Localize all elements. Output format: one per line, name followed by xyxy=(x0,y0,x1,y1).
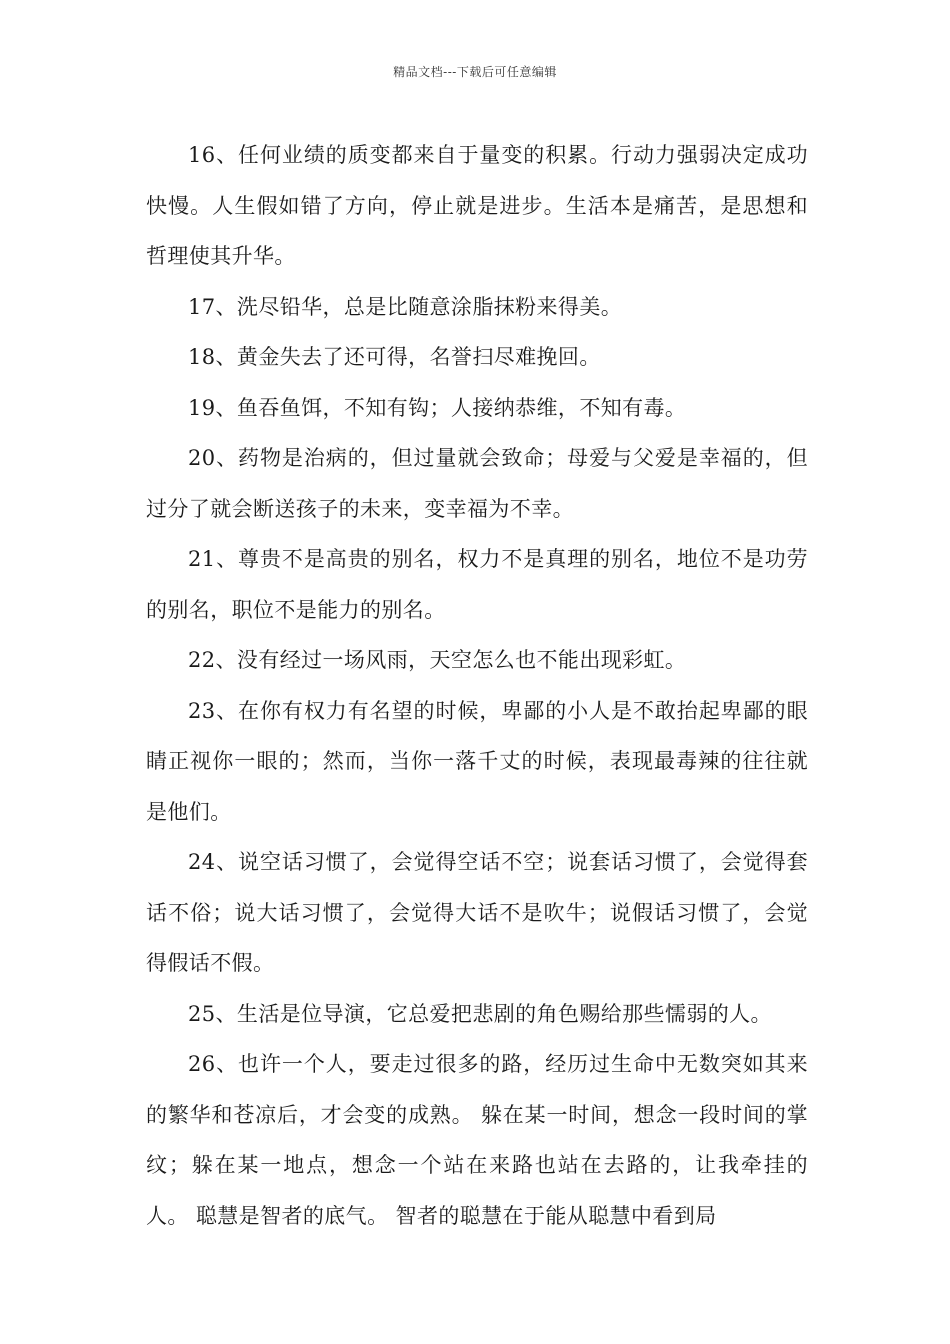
paragraph-17: 17、洗尽铅华，总是比随意涂脂抹粉来得美。 xyxy=(188,294,623,319)
paragraph-22: 22、没有经过一场风雨，天空怎么也不能出现彩虹。 xyxy=(188,648,687,672)
paragraph-21: 21、尊贵不是高贵的别名，权力不是真理的别名，地位不是功劳的别名，职位不是能力的别名。 xyxy=(146,547,808,622)
paragraph-18: 18、黄金失去了还可得，名誉扫尽难挽回。 xyxy=(188,345,601,369)
document-body xyxy=(146,130,808,1241)
paragraph-24: 24、说空话习惯了，会觉得空话不空；说套话习惯了，会觉得套话不俗；说大话习惯了，会觉得大话不是吹牛；说假话习惯了，会觉得假话不假。 xyxy=(146,850,808,975)
paragraph-20: 20、药物是治病的，但过量就会致命；母爱与父爱是幸福的，但过分了就会断送孩子的未来，变幸福为不幸。 xyxy=(146,446,808,521)
document-header: 精品文档---下载后可任意编辑 xyxy=(393,65,557,79)
paragraph-25: 25、生活是位导演，它总爱把悲剧的角色赐给那些懦弱的人。 xyxy=(188,1001,772,1026)
paragraph-23: 23、在你有权力有名望的时候，卑鄙的小人是不敢抬起卑鄙的眼睛正视你一眼的；然而，当你一落千丈的时候，表现最毒辣的往往就是他们。 xyxy=(146,698,808,824)
paragraph-19: 19、鱼吞鱼饵，不知有钩；人接纳恭维，不知有毒。 xyxy=(188,395,687,420)
paragraph-16: 16、任何业绩的质变都来自于量变的积累。行动力强弱决定成功快慢。人生假如错了方向，停止就是进步。生活本是痛苦，是思想和哲理使其升华。 xyxy=(146,143,808,268)
paragraph-26: 26、也许一个人，要走过很多的路，经历过生命中无数突如其来的繁华和苍凉后，才会变的成熟。 躲在某一时间，想念一段时间的掌纹；躲在某一地点，想念一个站在来路也站在去路的，让我牵挂的人。 聪慧是智者的底气。 智者的聪慧在于能从聪慧中看到局 xyxy=(146,1052,808,1228)
